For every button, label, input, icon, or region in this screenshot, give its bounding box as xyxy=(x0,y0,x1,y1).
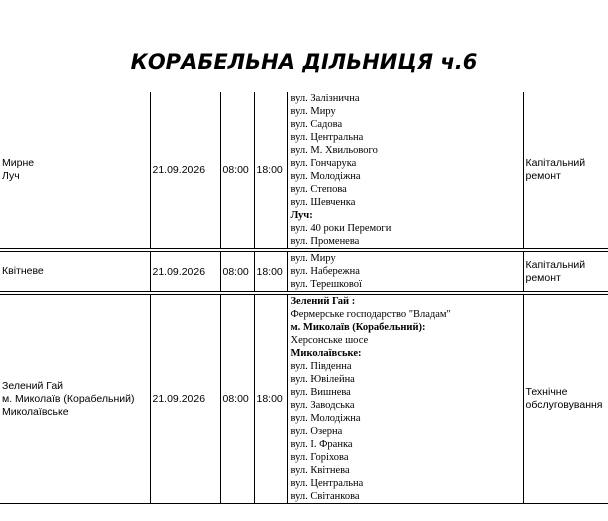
work-type-text: ремонт xyxy=(525,271,561,284)
street-name: вул. Молодіжна xyxy=(290,171,361,182)
street-name: вул. Озерна xyxy=(290,426,343,437)
location-cell xyxy=(0,295,150,504)
street-name: вул. Степова xyxy=(290,184,347,195)
street-name: вул. Променева xyxy=(290,236,360,247)
street-name: вул. Гончарука xyxy=(290,158,357,169)
street-name: вул. Садова xyxy=(290,119,343,130)
date-cell: 21.09.2026 xyxy=(150,252,220,292)
date-cell: 21.09.2026 xyxy=(150,295,220,504)
start-time-cell: 08:00 xyxy=(220,252,254,292)
work-type-cell xyxy=(523,295,608,504)
street-name: вул. Ювілейна xyxy=(290,374,355,385)
street-name: вул. Центральна xyxy=(290,478,364,489)
street-name: Фермерське господарство "Владам" xyxy=(290,309,451,320)
location-name: м. Миколаїв (Корабельний) xyxy=(2,392,135,405)
end-time-cell: 18:00 xyxy=(254,295,287,504)
street-name: вул. Заводська xyxy=(290,400,355,411)
street-name: вул. Південна xyxy=(290,361,352,372)
work-type-text: Капітальний xyxy=(525,258,586,271)
work-type-text: обслуговування xyxy=(525,399,603,411)
schedule-body xyxy=(0,92,608,504)
work-type-cell xyxy=(523,92,608,249)
street-name: вул. Молодіжна xyxy=(290,413,361,424)
street-name: вул. Горіхова xyxy=(290,452,349,463)
date-cell: 21.09.2026 xyxy=(150,92,220,249)
streets-cell xyxy=(287,92,523,249)
street-name: вул. Миру xyxy=(290,253,336,264)
street-name: вул. І. Франка xyxy=(290,439,353,450)
street-name: вул. Терешкової xyxy=(290,279,362,290)
street-name: Херсонське шосе xyxy=(290,335,369,346)
street-name: вул. 40 роки Перемоги xyxy=(290,223,392,234)
street-name: вул. Квітнева xyxy=(290,465,350,476)
street-name: вул. Вишнева xyxy=(290,387,351,398)
page-title: КОРАБЕЛЬНА ДІЛЬНИЦЯ ч.6 xyxy=(130,50,478,74)
street-name: вул. Центральна xyxy=(290,132,364,143)
location-cell xyxy=(0,92,150,249)
schedule-table xyxy=(0,92,608,504)
end-time-cell: 18:00 xyxy=(254,92,287,249)
location-name: Квітневе xyxy=(2,265,44,277)
street-name: вул. Світанкова xyxy=(290,491,360,502)
settlement-heading: Луч: xyxy=(290,210,313,221)
location-name: Зелений Гай xyxy=(2,379,64,392)
settlement-heading: м. Миколаїв (Корабельний): xyxy=(290,322,426,333)
streets-cell xyxy=(287,295,523,504)
table-row xyxy=(0,252,608,292)
start-time-cell: 08:00 xyxy=(220,92,254,249)
location-cell xyxy=(0,252,150,292)
end-time-cell: 18:00 xyxy=(254,252,287,292)
location-name: Миколаївське xyxy=(2,405,69,418)
street-name: вул. Миру xyxy=(290,106,336,117)
street-name: вул. Набережна xyxy=(290,266,360,277)
settlement-heading: Миколаївське: xyxy=(290,348,362,359)
location-name: Мирне xyxy=(2,157,35,169)
location-name: Луч xyxy=(2,170,20,182)
streets-cell xyxy=(287,252,523,292)
work-type-text: Капітальний xyxy=(525,157,586,169)
start-time-cell: 08:00 xyxy=(220,295,254,504)
settlement-heading: Зелений Гай : xyxy=(290,296,356,307)
table-row xyxy=(0,92,608,249)
work-type-text: ремонт xyxy=(525,170,561,182)
work-type-text: Технічне xyxy=(525,386,568,398)
street-name: вул. Шевченка xyxy=(290,197,356,208)
work-type-cell xyxy=(523,252,608,292)
street-name: вул. Залізнична xyxy=(290,93,360,104)
table-row xyxy=(0,295,608,504)
street-name: вул. М. Хвильового xyxy=(290,145,378,156)
